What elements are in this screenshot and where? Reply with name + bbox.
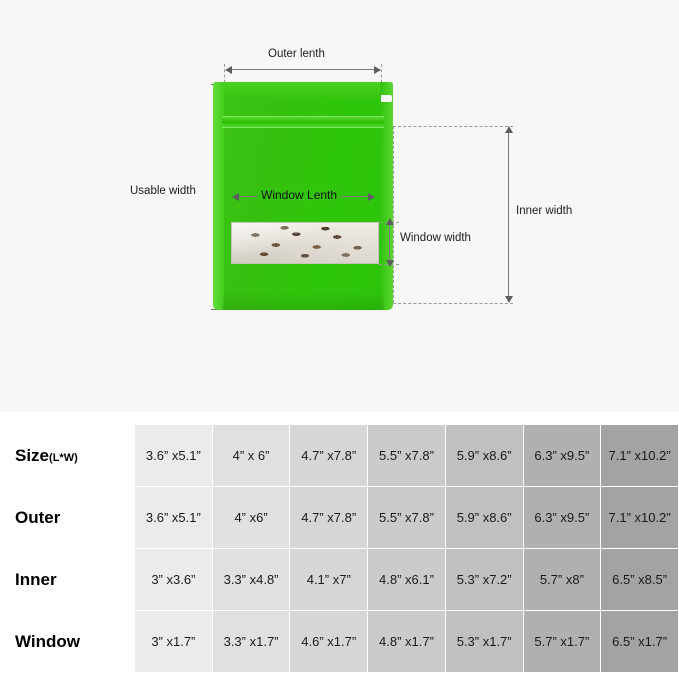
cell-size-5: 5.9” x8.6”: [445, 425, 523, 487]
table-row: [1, 425, 679, 487]
cell-outer-7: 7.1” x10.2”: [601, 487, 679, 549]
cell-inner-6: 5.7” x8”: [523, 549, 601, 611]
cell-inner-3: 4.1” x7”: [290, 549, 368, 611]
row-header-size: [1, 425, 135, 487]
window-length-arrow-left: [232, 193, 239, 201]
row-header-window-text: Window: [15, 631, 80, 651]
cell-window-3: 4.6” x1.7”: [290, 611, 368, 673]
outer-length-line: [231, 69, 374, 70]
window-width-line: [389, 222, 390, 264]
window-length-arrow-right: [368, 193, 375, 201]
cell-outer-6: 6.3” x9.5”: [523, 487, 601, 549]
cell-outer-1: 3.6” x5.1”: [135, 487, 213, 549]
outer-length-arrow-right: [374, 66, 381, 74]
row-header-window: [1, 611, 135, 673]
cell-size-3: 4.7” x7.8”: [290, 425, 368, 487]
row-header-size-sub: (L*W): [49, 451, 78, 464]
outer-length-label: Outer lenth: [268, 48, 325, 60]
cell-window-6: 5.7” x1.7”: [523, 611, 601, 673]
cell-outer-3: 4.7” x7.8”: [290, 487, 368, 549]
cell-window-7: 6.5” x1.7”: [601, 611, 679, 673]
cell-inner-1: 3” x3.6”: [135, 549, 213, 611]
cell-size-1: 3.6” x5.1”: [135, 425, 213, 487]
row-header-outer: [1, 487, 135, 549]
inner-width-label: Inner width: [516, 205, 573, 217]
table-row: [1, 611, 679, 673]
inner-width-reference-line: [393, 126, 394, 303]
cell-size-6: 6.3” x9.5”: [523, 425, 601, 487]
cell-outer-2: 4” x6”: [212, 487, 290, 549]
window-length-label: Window Lenth: [258, 188, 340, 202]
inner-width-arrow-top: [505, 126, 513, 133]
cell-window-4: 4.8” x1.7”: [368, 611, 446, 673]
inner-width-arrow-bottom: [505, 296, 513, 303]
size-specification-table: [0, 424, 679, 673]
row-header-inner: [1, 549, 135, 611]
cell-window-5: 5.3” x1.7”: [445, 611, 523, 673]
row-header-size-text: Size: [15, 445, 50, 465]
window-width-label: Window width: [400, 232, 471, 244]
window-gloss-overlay: [232, 223, 378, 263]
row-header-outer-text: Outer: [15, 507, 61, 527]
table-row: [1, 549, 679, 611]
cell-inner-7: 6.5” x8.5”: [601, 549, 679, 611]
outer-length-arrow-left: [225, 66, 232, 74]
cell-size-7: 7.1” x10.2”: [601, 425, 679, 487]
bag-top-seal: [213, 82, 393, 98]
cell-window-1: 3” x1.7”: [135, 611, 213, 673]
inner-width-extension-top: [393, 126, 513, 127]
cell-size-2: 4” x 6”: [212, 425, 290, 487]
bag-zipper: [222, 116, 384, 128]
usable-width-label: Usable width: [130, 185, 196, 197]
cell-outer-4: 5.5” x7.8”: [368, 487, 446, 549]
bag-tear-notch: [381, 95, 392, 102]
table-row: [1, 487, 679, 549]
row-header-inner-text: Inner: [15, 569, 57, 589]
cell-inner-2: 3.3” x4.8”: [212, 549, 290, 611]
bag-clear-window: [231, 222, 379, 264]
cell-inner-5: 5.3” x7.2”: [445, 549, 523, 611]
cell-outer-5: 5.9” x8.6”: [445, 487, 523, 549]
inner-width-extension-bottom: [393, 303, 513, 304]
bag-bottom-gusset-shadow: [222, 292, 384, 310]
cell-inner-4: 4.8” x6.1”: [368, 549, 446, 611]
cell-window-2: 3.3” x1.7”: [212, 611, 290, 673]
inner-width-line: [508, 131, 509, 298]
cell-size-4: 5.5” x7.8”: [368, 425, 446, 487]
